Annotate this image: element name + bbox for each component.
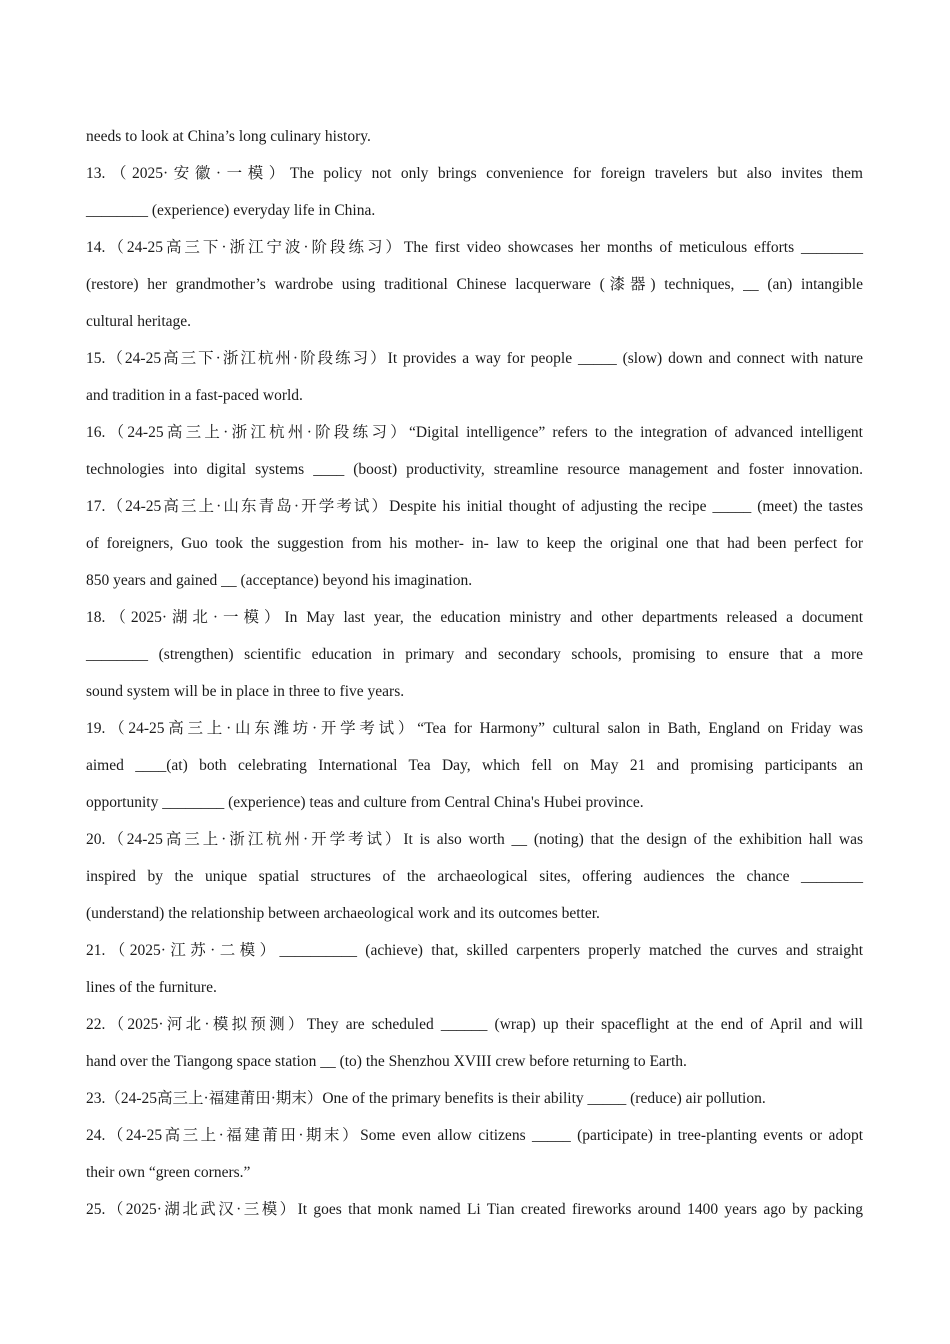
text-line: 21.（2025·江苏·二模）__________ (achieve) that, skilled carpenters properly matched the curves and straight bbox=[86, 942, 863, 959]
text-line: 19.（24-25高三上·山东潍坊·开学考试）“Tea for Harmony” cultural salon in Bath, England on Friday was bbox=[86, 720, 863, 737]
text-line: of foreigners, Guo took the suggestion from his mother- in- law to keep the original one that had been perfect for bbox=[86, 535, 863, 552]
text-line: 18.（2025·湖北·一模）In May last year, the education ministry and other departments released a document bbox=[86, 609, 863, 626]
text-line: opportunity ________ (experience) teas and culture from Central China's Hubei province. bbox=[86, 794, 644, 811]
text-line: sound system will be in place in three to five years. bbox=[86, 683, 405, 700]
text-line: needs to look at China’s long culinary history. bbox=[86, 128, 371, 145]
text-line: hand over the Tiangong space station __ (to) the Shenzhou XVIII crew before returning to Earth. bbox=[86, 1053, 687, 1070]
text-line: technologies into digital systems ____ (boost) productivity, streamline resource management and foster innovation. bbox=[86, 461, 863, 478]
text-line: inspired by the unique spatial structures of the archaeological sites, offering audiences the chance ________ bbox=[86, 868, 863, 885]
text-line: ________ (strengthen) scientific education in primary and secondary schools, promising to ensure that a more bbox=[86, 646, 863, 663]
text-line: their own “green corners.” bbox=[86, 1164, 251, 1181]
text-line: 850 years and gained __ (acceptance) beyond his imagination. bbox=[86, 572, 473, 589]
text-line: aimed ____(at) both celebrating International Tea Day, which fell on May 21 and promising participants an bbox=[86, 757, 863, 774]
text-line: 24.（24-25高三上·福建莆田·期末）Some even allow citizens _____ (participate) in tree-planting events or adopt bbox=[86, 1127, 863, 1144]
text-line: 15.（24-25高三下·浙江杭州·阶段练习）It provides a way for people _____ (slow) down and connect with nature bbox=[86, 350, 863, 367]
text-line: ________ (experience) everyday life in China. bbox=[86, 202, 376, 219]
text-line: 23.（24-25高三上·福建莆田·期末）One of the primary benefits is their ability _____ (reduce) air pollution. bbox=[86, 1090, 766, 1107]
text-line: 13.（2025·安徽·一模）The policy not only brings convenience for foreign travelers but also invites them bbox=[86, 165, 863, 182]
text-line: lines of the furniture. bbox=[86, 979, 217, 996]
text-line: 16.（24-25高三上·浙江杭州·阶段练习）“Digital intelligence” refers to the integration of advanced intelligent bbox=[86, 424, 863, 441]
text-line: and tradition in a fast-paced world. bbox=[86, 387, 303, 404]
text-line: 14.（24-25高三下·浙江宁波·阶段练习）The first video showcases her months of meticulous efforts ________ bbox=[86, 239, 863, 256]
text-line: 25.（2025·湖北武汉·三模）It goes that monk named Li Tian created fireworks around 1400 years ago by packing bbox=[86, 1201, 863, 1218]
text-line: 22.（2025·河北·模拟预测）They are scheduled ______ (wrap) up their spaceflight at the end of April and will bbox=[86, 1016, 863, 1033]
text-line: 17.（24-25高三上·山东青岛·开学考试）Despite his initial thought of adjusting the recipe _____ (meet) the tastes bbox=[86, 498, 863, 515]
text-line: (understand) the relationship between archaeological work and its outcomes better. bbox=[86, 905, 600, 922]
text-line: cultural heritage. bbox=[86, 313, 192, 330]
text-line: 20.（24-25高三上·浙江杭州·开学考试）It is also worth __ (noting) that the design of the exhibition hall was bbox=[86, 831, 863, 848]
document-page bbox=[86, 118, 863, 1228]
text-line: (restore) her grandmother’s wardrobe using traditional Chinese lacquerware (漆器) techniques, __ (an) intangible bbox=[86, 276, 863, 293]
